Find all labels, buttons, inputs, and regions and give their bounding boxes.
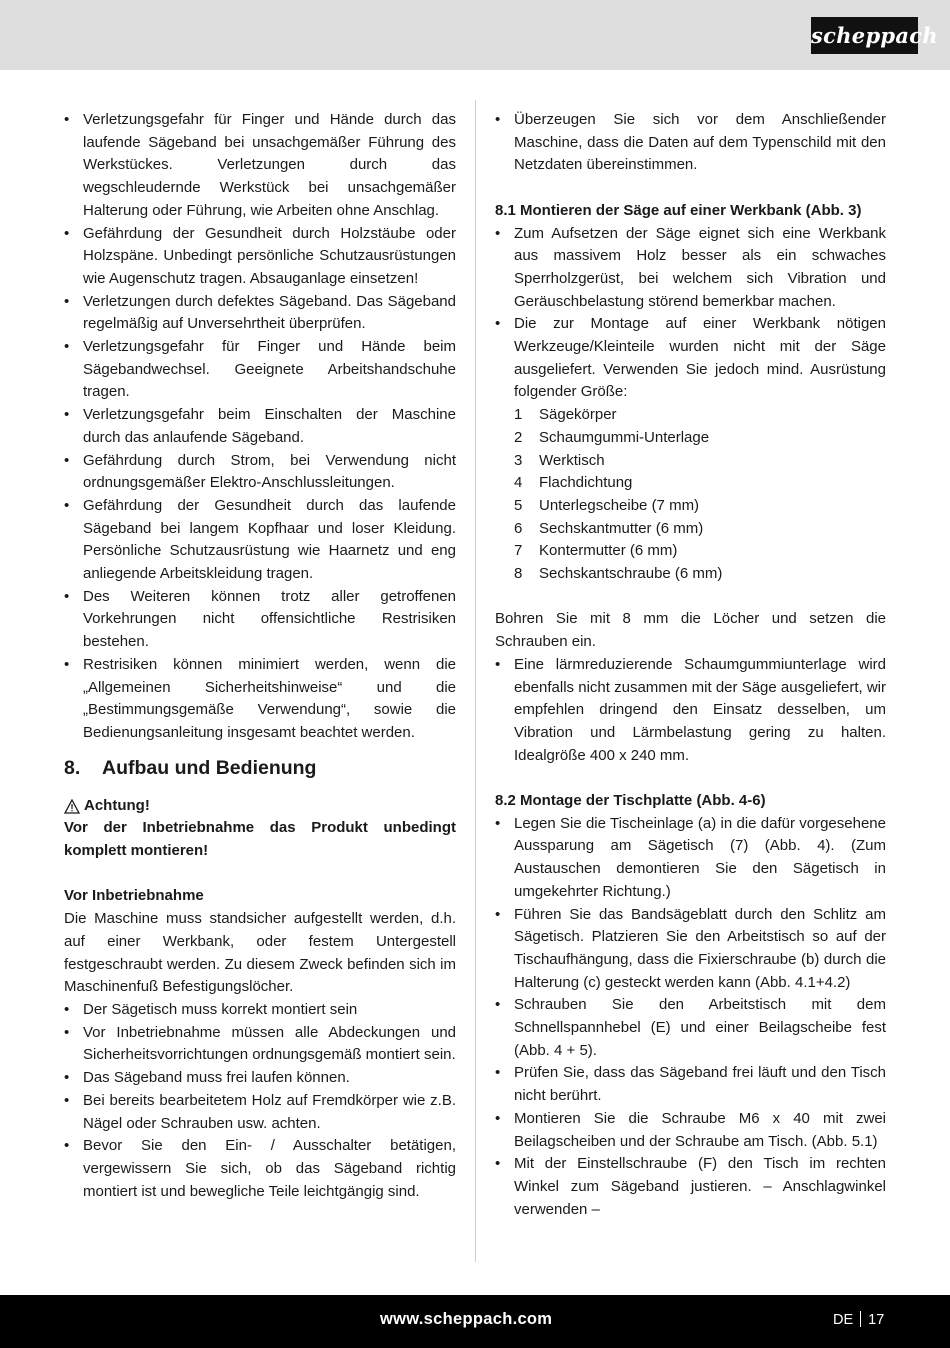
list-item: • Überzeugen Sie sich vor dem Anschließender Maschine, dass die Daten auf dem Typenschild mit den Netzdaten übereinstimmen. <box>495 109 886 177</box>
footer-url[interactable]: www.scheppach.com <box>380 1310 553 1328</box>
warning-title: Achtung! <box>84 796 150 814</box>
part-item <box>514 404 886 427</box>
list-item: • Führen Sie das Bandsägeblatt durch den Schlitz am Sägetisch. Platzieren Sie den Arbeitstisch so auf der Tischaufhängung, dass die Fixierschraube (b) durch die Halterung (c) gesteckt werden kann (Abb. 4.1+4.2) <box>495 904 886 995</box>
part-item <box>514 472 886 495</box>
part-number: 2 <box>514 428 523 446</box>
foam-list <box>495 654 886 768</box>
part-label: Sechskantschraube (6 mm) <box>539 565 723 583</box>
part-item <box>514 563 886 586</box>
part-label: Sägekörper <box>539 406 617 424</box>
list-item: • Restrisiken können minimiert werden, wenn die „Allgemeinen Sicherheitshinweise“ und die „Bestimmungsgemäße Verwendung“, sowie die Bedienungsanleitung insgesamt beachtet werden. <box>64 654 456 745</box>
part-item <box>514 518 886 541</box>
list-item: • Verletzungsgefahr beim Einschalten der Maschine durch das anlaufende Sägeband. <box>64 404 456 449</box>
heading-8-2: 8.2 Montage der Tischplatte (Abb. 4-6) <box>495 792 766 810</box>
table-mount-list <box>495 813 886 1222</box>
scheppach-logo: scheppach <box>811 17 918 54</box>
list-item: • Das Sägeband muss frei laufen können. <box>64 1067 456 1090</box>
warning-heading <box>64 795 456 818</box>
list-item: • Legen Sie die Tischeinlage (a) in die dafür vorgesehene Aussparung am Sägetisch (7) (Abb. 4). (Zum Austauschen demontieren Sie den Sägetisch in umgekehrter Richtung.) <box>495 813 886 904</box>
part-number: 4 <box>514 474 523 492</box>
language-code: DE <box>833 1312 854 1328</box>
list-item: • Bei bereits bearbeitetem Holz auf Fremdkörper wie z.B. Nägel oder Schrauben usw. achten. <box>64 1090 456 1135</box>
workbench-list <box>495 223 886 405</box>
sub-heading: Vor Inbetriebnahme <box>64 887 204 905</box>
part-label: Kontermutter (6 mm) <box>539 542 678 560</box>
list-item: • Schrauben Sie den Arbeitstisch mit dem Schnellspannhebel (E) und einer Beilagscheibe fest (Abb. 4 + 5). <box>495 994 886 1062</box>
part-label: Schaumgummi-Unterlage <box>539 428 710 446</box>
part-label: Sechskantmutter (6 mm) <box>539 519 704 537</box>
left-column <box>64 109 456 1203</box>
list-item: • Mit der Einstellschraube (F) den Tisch im rechten Winkel zum Sägeband justieren. – Anschlagwinkel verwenden – <box>495 1153 886 1221</box>
part-item <box>514 495 886 518</box>
part-item <box>514 540 886 563</box>
mains-check-list <box>495 109 886 177</box>
residual-risks-list <box>64 109 456 745</box>
page-number: 17 <box>868 1312 885 1328</box>
warning-triangle-icon <box>64 799 80 814</box>
section-title: Aufbau und Bedienung <box>102 756 317 779</box>
part-label: Unterlegscheibe (7 mm) <box>539 496 700 514</box>
column-divider <box>475 100 476 1262</box>
part-label: Werktisch <box>539 451 605 469</box>
part-item <box>514 427 886 450</box>
list-item: • Gefährdung der Gesundheit durch Holzstäube oder Holzspäne. Unbedingt persönliche Schutzausrüstungen wie Augenschutz tragen. Absauganlage einsetzen! <box>64 223 456 291</box>
list-item: • Prüfen Sie, dass das Sägeband frei läuft und den Tisch nicht berührt. <box>495 1062 886 1107</box>
section-heading <box>64 755 456 781</box>
heading-8-1: 8.1 Montieren der Säge auf einer Werkbank (Abb. 3) <box>495 201 862 219</box>
setup-paragraph: Die Maschine muss standsicher aufgestellt werden, d.h. auf einer Werkbank, oder festem Untergestell festgeschraubt werden. Zu diesem Zweck befinden sich im Maschinenfuß Befestigungslöcher. <box>64 910 456 996</box>
warning-text: Vor der Inbetriebnahme das Produkt unbedingt komplett montieren! <box>64 819 456 860</box>
part-label: Flachdichtung <box>539 474 633 492</box>
section-number: 8. <box>64 756 81 779</box>
list-item: • Zum Aufsetzen der Säge eignet sich eine Werkbank aus massivem Holz besser als ein schwaches Sperrholzgerüst, bei welchem sich Vibration und Geräuschbelastung störend bemerkbar machen. <box>495 223 886 314</box>
list-item: • Gefährdung der Gesundheit durch das laufende Sägeband bei langem Kopfhaar und loser Kleidung. Persönliche Schutzausrüstung wie Haarnetz und eng anliegende Arbeitskleidung tragen. <box>64 495 456 586</box>
part-item <box>514 450 886 473</box>
right-column <box>495 109 886 1221</box>
footer-bar <box>0 1295 950 1348</box>
page-indicator <box>833 1311 884 1328</box>
list-item: • Eine lärmreduzierende Schaumgummiunterlage wird ebenfalls nicht zusammen mit der Säge ausgeliefert, wir empfehlen dringend den Einsatz desselben, um Vibration und Lärmbelastung gering zu halten. Idealgröße 400 x 240 mm. <box>495 654 886 768</box>
list-item: • Montieren Sie die Schraube M6 x 40 mit zwei Beilagscheiben und der Schraube am Tisch. (Abb. 5.1) <box>495 1108 886 1153</box>
list-item: • Des Weiteren können trotz aller getroffenen Vorkehrungen nicht offensichtliche Restrisiken bestehen. <box>64 586 456 654</box>
pre-start-list <box>64 999 456 1203</box>
part-number: 5 <box>514 496 523 514</box>
part-number: 6 <box>514 519 523 537</box>
list-item: • Gefährdung durch Strom, bei Verwendung nicht ordnungsgemäßer Elektro-Anschlussleitungen. <box>64 450 456 495</box>
list-item: • Verletzungen durch defektes Sägeband. Das Sägeband regelmäßig auf Unversehrtheit überprüfen. <box>64 291 456 336</box>
part-number: 7 <box>514 542 523 560</box>
part-number: 8 <box>514 565 523 583</box>
part-number: 1 <box>514 406 523 424</box>
drill-paragraph: Bohren Sie mit 8 mm die Löcher und setzen die Schrauben ein. <box>495 610 886 651</box>
list-item: • Vor Inbetriebnahme müssen alle Abdeckungen und Sicherheitsvorrichtungen ordnungsgemäß montiert sein. <box>64 1022 456 1067</box>
list-item: • Bevor Sie den Ein- / Ausschalter betätigen, vergewissern Sie sich, ob das Sägeband richtig montiert ist und bewegliche Teile leichtgängig sind. <box>64 1135 456 1203</box>
list-item: • Die zur Montage auf einer Werkbank nötigen Werkzeuge/Kleinteile wurden nicht mit der Säge ausgeliefert. Verwenden Sie jedoch mind. Ausrüstung folgender Größe: <box>495 313 886 404</box>
list-item: • Der Sägetisch muss korrekt montiert sein <box>64 999 456 1022</box>
part-number: 3 <box>514 451 523 469</box>
list-item: • Verletzungsgefahr für Finger und Hände beim Sägebandwechsel. Geeignete Arbeitshandschuhe tragen. <box>64 336 456 404</box>
parts-list <box>495 404 886 586</box>
header-bar <box>0 0 950 70</box>
list-item: • Verletzungsgefahr für Finger und Hände durch das laufende Sägeband bei unsachgemäßer Führung des Werkstückes. Verletzungen durch das wegschleudernde Werkstück bei unsachgemäßer Halterung oder Führung, wie Arbeiten ohne Anschlag. <box>64 109 456 223</box>
